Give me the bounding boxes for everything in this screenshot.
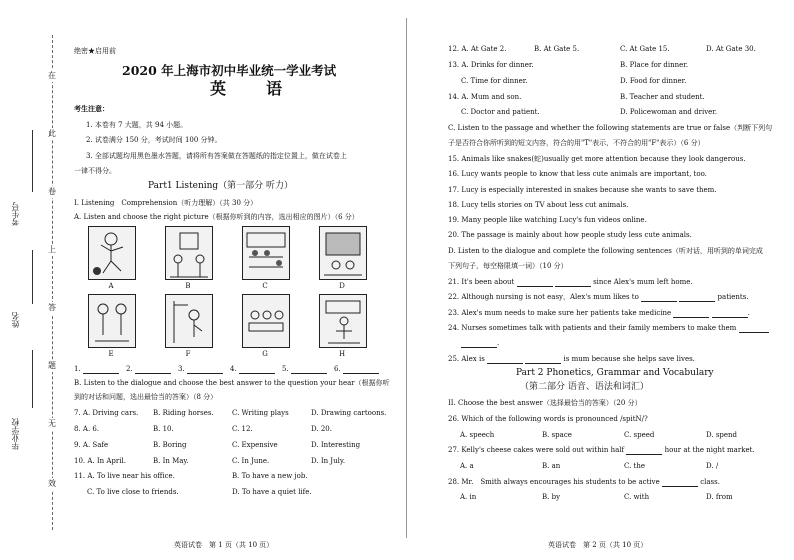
tf-statement: 19. Many people like watching Lucy's fun videos online. [448, 216, 647, 224]
option[interactable]: 12. A. At Gate 2. [448, 45, 507, 53]
blank[interactable] [525, 356, 561, 364]
blank-number: 6. [334, 365, 341, 373]
blank[interactable] [461, 340, 497, 348]
option[interactable]: 10. A. In April. [74, 457, 126, 465]
page-2 [410, 0, 794, 560]
picture-label: A [108, 282, 114, 290]
question-28-options [460, 492, 788, 502]
seal-char: 在 [48, 71, 56, 80]
part1-heading: Part1 Listening（第一部分 听力） [148, 181, 294, 191]
option[interactable]: C. Doctor and patient. [461, 108, 540, 116]
question-10 [74, 456, 390, 466]
fill-text: is mum because she helps save lives. [563, 355, 695, 363]
field-school: 毕业学校 [11, 418, 20, 450]
notice-item: 1. 本卷有 7 大题，共 94 小题。 [86, 121, 188, 129]
picture-b [165, 226, 213, 280]
seal-char: 此 [48, 129, 56, 138]
option[interactable]: C. To live close to friends. [87, 488, 179, 496]
option[interactable]: B. by [542, 493, 561, 501]
option[interactable]: D. spend [706, 431, 738, 439]
fill-text: since Alex's mum left home. [593, 278, 693, 286]
question-9 [74, 440, 390, 450]
blank[interactable] [739, 325, 769, 333]
option[interactable]: B. 10. [153, 425, 174, 433]
notice-item: 3. 全部试题均用黑色墨水答题，请将所有答案做在答题纸的指定位置上，做在试卷上 [86, 152, 347, 160]
subject-title: 英 语 [210, 79, 295, 98]
page-divider [406, 18, 407, 538]
section-c-instruction: C. Listen to the passage and whether the following statements are true or false（判断下列句 [448, 124, 773, 132]
blank[interactable] [239, 366, 275, 374]
page-footer: 英语试卷 第 2 页（共 10 页） [548, 541, 648, 549]
option[interactable]: D. Policewoman and driver. [620, 108, 718, 116]
section-a-instruction: A. Listen and choose the right picture（根据你听到的内容，选出相应的图片）（6 分） [74, 213, 359, 221]
blank[interactable] [187, 366, 223, 374]
option[interactable]: C. Time for dinner. [461, 77, 528, 85]
section-c-instruction: 子是否符合你所听到的短文内容，符合的用"T"表示，不符合的用"F"表示）（6 分） [448, 139, 705, 147]
option[interactable]: B. Boring [153, 441, 187, 449]
fill-question-24 [448, 323, 769, 333]
question-8 [74, 424, 390, 434]
option[interactable]: 14. A. Mum and son. [448, 93, 522, 101]
question-text: 28. Mr. Smith always encourages his students to be active [448, 478, 660, 486]
option[interactable]: D. Drawing cartoons. [311, 409, 387, 417]
tf-statement: 15. Animals like snakes(蛇)usually get more attention because they look dangerous. [448, 155, 746, 163]
tf-statement: 18. Lucy tells stories on TV about less cut animals. [448, 201, 629, 209]
notice-item: 2. 试卷满分 150 分，考试时间 100 分钟。 [86, 136, 222, 144]
picture-label: H [338, 350, 346, 358]
blank[interactable] [555, 279, 591, 287]
part2-subheading: （第二部分 语音、语法和词汇） [520, 382, 649, 392]
question-26-options [460, 430, 788, 440]
blank[interactable] [662, 479, 698, 487]
question-text: class. [700, 478, 720, 486]
option[interactable]: B. Place for dinner. [620, 61, 689, 69]
question-13-cont [461, 76, 788, 86]
option[interactable]: C. with [624, 493, 650, 501]
option[interactable]: B. an [542, 462, 561, 470]
picture-label: B [185, 282, 191, 290]
option[interactable]: B. At Gate 5. [534, 45, 580, 53]
option[interactable]: D. At Gate 30. [706, 45, 756, 53]
seal-char: 上 [48, 245, 56, 254]
option[interactable]: A. in [460, 493, 477, 501]
fill-text: . [747, 309, 750, 317]
question-13 [448, 60, 788, 70]
fill-text: 21. It's been about [448, 278, 515, 286]
question-11 [74, 471, 390, 481]
blank-number: 1. [74, 365, 81, 373]
option[interactable]: 7. A. Driving cars. [74, 409, 139, 417]
picture-label: D [339, 282, 345, 290]
fill-text: 23. Alex's mum needs to make sure her patients take medicine [448, 309, 672, 317]
question-27-options [460, 461, 788, 471]
blank[interactable] [487, 356, 523, 364]
option[interactable]: 9. A. Safe [74, 441, 109, 449]
option[interactable]: B. Teacher and student. [620, 93, 705, 101]
seal-char: 效 [48, 479, 56, 488]
option[interactable]: 11. A. To live near his office. [74, 472, 175, 480]
blank-number: 4. [230, 365, 237, 373]
seal-char: 题 [48, 361, 56, 370]
option[interactable]: C. the [624, 462, 646, 470]
tf-statement: 17. Lucy is especially interested in snakes because she wants to save them. [448, 186, 717, 194]
blank-number: 3. [178, 365, 185, 373]
fill-text: 25. Alex is [448, 355, 485, 363]
picture-label: F [185, 350, 191, 358]
option[interactable]: B. Riding horses. [153, 409, 214, 417]
section-b-instruction: 到的对话和问题，选出最恰当的答案）（8 分） [74, 393, 218, 401]
tf-statement: 20. The passage is mainly about how people study less cute animals. [448, 231, 692, 239]
blank[interactable] [673, 310, 709, 318]
notice-heading: 考生注意： [74, 104, 109, 113]
question-14-cont [461, 107, 788, 117]
seal-char: 无 [48, 419, 56, 428]
option[interactable]: A. speech [460, 431, 495, 439]
option[interactable]: D. / [706, 462, 719, 470]
fill-text: 24. Nurses sometimes talk with patients and their family members to make them [448, 324, 737, 332]
option[interactable]: D. Food for dinner. [620, 77, 687, 85]
picture-f [165, 294, 213, 348]
option[interactable]: D. 20. [311, 425, 332, 433]
question-12 [448, 44, 788, 54]
option[interactable]: B. space [542, 431, 572, 439]
fill-text: patients. [717, 293, 749, 301]
seal-char: 答 [48, 303, 56, 312]
option[interactable]: C. Expensive [232, 441, 278, 449]
fill-question-22 [448, 292, 749, 302]
question-14 [448, 92, 788, 102]
question-text: hour at the night market. [664, 446, 755, 454]
blank[interactable] [626, 447, 662, 455]
question-7 [74, 408, 390, 418]
blank[interactable] [641, 294, 677, 302]
secret-mark: 绝密★启用前 [74, 47, 116, 55]
field-candidate-number: 考生号 [11, 202, 20, 226]
picture-a [88, 226, 136, 280]
blank[interactable] [517, 279, 553, 287]
option[interactable]: C. At Gate 15. [620, 45, 670, 53]
picture-h [319, 294, 367, 348]
fill-text: 22. Although nursing is not easy，Alex's mum likes to [448, 293, 639, 301]
section-d-instruction: D. Listen to the dialogue and complete the following sentences（听对话，用听到的单词完成 [448, 247, 763, 255]
blank[interactable] [83, 366, 119, 374]
fill-question-21 [448, 277, 693, 287]
option[interactable]: B. In May. [153, 457, 189, 465]
option[interactable]: D. To have a quiet life. [232, 488, 312, 496]
option[interactable]: A. a [460, 462, 474, 470]
blank[interactable] [712, 310, 748, 318]
page-footer: 英语试卷 第 1 页（共 10 页） [174, 541, 274, 549]
question-text: 27. Kelly's cheese cakes were sold out within half [448, 446, 625, 454]
option[interactable]: 13. A. Drinks for dinner. [448, 61, 534, 69]
picture-label: G [262, 350, 268, 358]
tf-statement: 16. Lucy wants people to know that less cute animals are important, too. [448, 170, 707, 178]
option[interactable]: C. speed [624, 431, 655, 439]
blank[interactable] [291, 366, 327, 374]
option[interactable]: D. Interesting [311, 441, 361, 449]
option[interactable]: 8. A. 6. [74, 425, 100, 433]
option[interactable]: C. In June. [232, 457, 270, 465]
section-ii-heading: II. Choose the best answer（选择最恰当的答案）（20 分） [448, 399, 642, 407]
option[interactable]: C. Writing plays [232, 409, 289, 417]
answer-blanks [74, 364, 390, 374]
picture-c [242, 226, 290, 280]
picture-d [319, 226, 367, 280]
question-27 [448, 445, 755, 455]
part2-heading: Part 2 Phonetics, Grammar and Vocabulary [516, 368, 714, 378]
exam-title: 2020 年上海市初中毕业统一学业考试 [122, 63, 337, 78]
option[interactable]: D. In July. [311, 457, 346, 465]
blank-number: 2. [126, 365, 133, 373]
field-name: 姓名 [11, 312, 20, 328]
fill-question-24-cont: . [461, 338, 499, 348]
picture-e [88, 294, 136, 348]
section-heading: I. Listening Comprehension（听力理解）（共 30 分） [74, 199, 258, 207]
option[interactable]: C. 12. [232, 425, 253, 433]
blank[interactable] [135, 366, 171, 374]
section-d-instruction: 下列句子，每空格限填一词）（10 分） [448, 262, 568, 270]
blank-number: 5. [282, 365, 289, 373]
section-b-instruction: B. Listen to the dialogue and choose the best answer to the question your hear（根据你听 [74, 379, 390, 387]
option[interactable]: D. from [706, 493, 733, 501]
fill-question-23 [448, 308, 750, 318]
seal-char: 卷 [48, 187, 56, 196]
blank[interactable] [343, 366, 379, 374]
blank[interactable] [679, 294, 715, 302]
fill-question-25 [448, 354, 695, 364]
picture-label: E [108, 350, 114, 358]
notice-item: 一律不得分。 [74, 167, 116, 175]
question-28 [448, 477, 720, 487]
picture-label: C [262, 282, 268, 290]
option[interactable]: B. To have a new job. [232, 472, 308, 480]
question-26: 26. Which of the following words is pronounced /spitN/? [448, 415, 648, 423]
question-11-cont [87, 487, 390, 497]
picture-g [242, 294, 290, 348]
